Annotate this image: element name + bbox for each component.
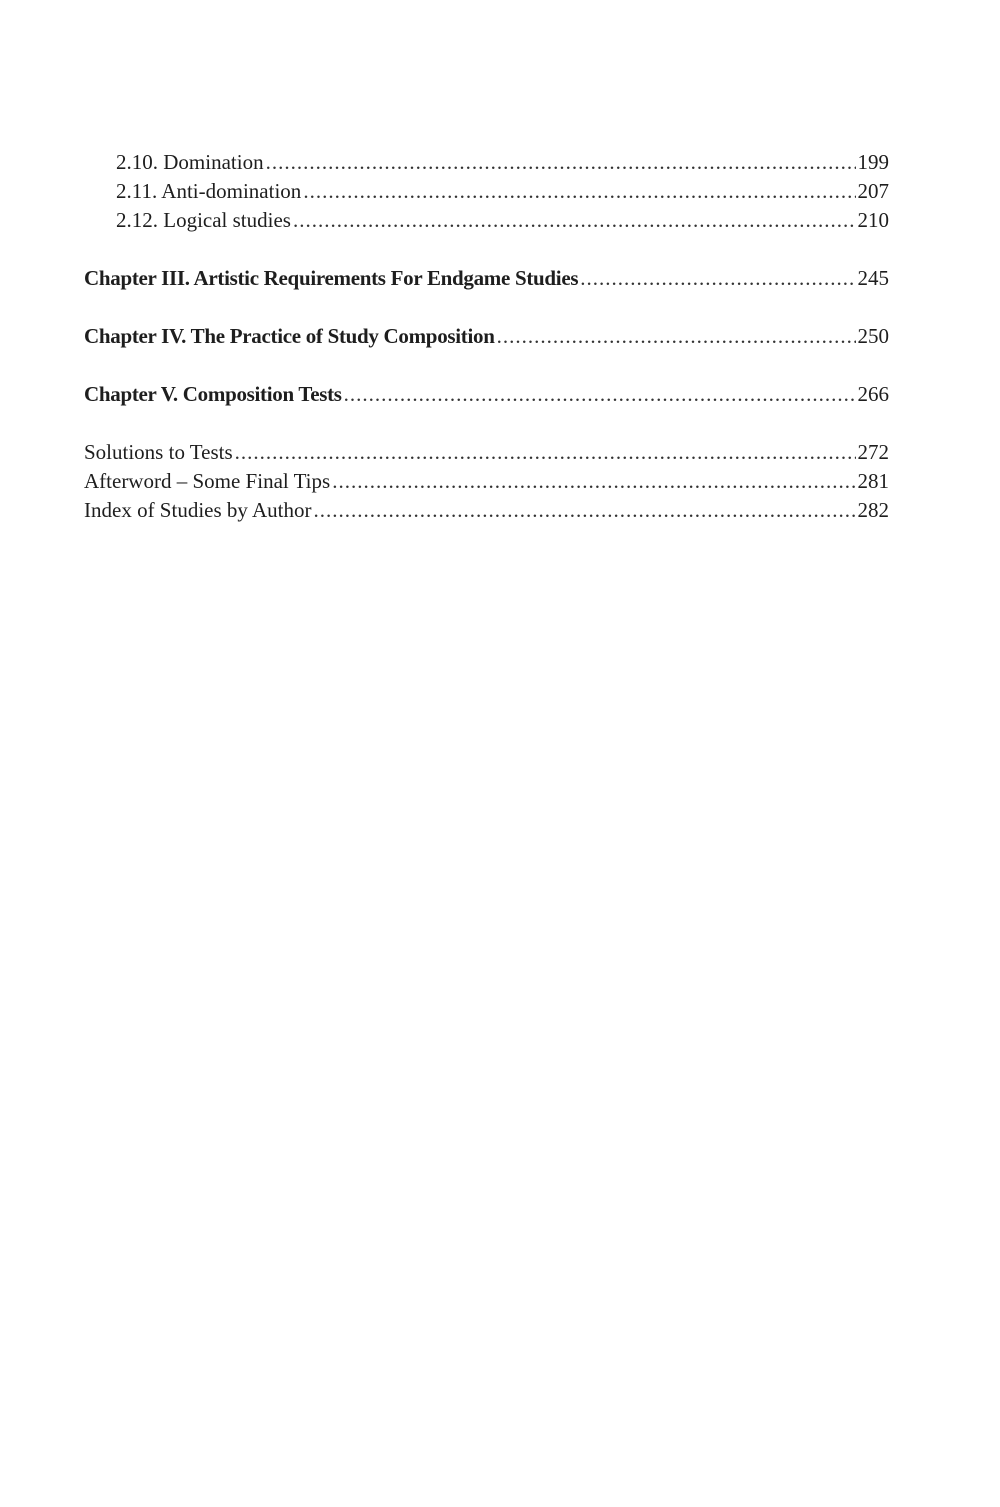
dot-leader <box>235 438 856 467</box>
spacer <box>84 235 889 264</box>
toc-entry-page: 282 <box>857 498 889 522</box>
dot-leader <box>344 380 856 409</box>
dot-leader <box>266 148 856 177</box>
dot-leader <box>303 177 855 206</box>
dot-leader <box>580 264 855 293</box>
toc-entry-page: 210 <box>857 208 889 232</box>
toc-entry-page: 266 <box>857 382 889 406</box>
toc-entry-title: 2.11. Anti-domination <box>116 179 302 203</box>
toc-entry-title: Index of Studies by Author <box>84 498 312 522</box>
toc-entry-chapter-3[interactable] <box>84 264 889 293</box>
table-of-contents <box>84 148 889 525</box>
dot-leader <box>497 322 856 351</box>
spacer <box>84 293 889 322</box>
spacer <box>84 409 889 438</box>
toc-entry-solutions[interactable] <box>84 438 889 467</box>
toc-entry-title: Chapter V. Composition Tests <box>84 382 342 406</box>
toc-entry-logical-studies[interactable] <box>84 206 889 235</box>
dot-leader <box>293 206 856 235</box>
toc-entry-page: 281 <box>857 469 889 493</box>
dot-leader <box>313 496 855 525</box>
toc-entry-page: 199 <box>857 150 889 174</box>
toc-entry-afterword[interactable] <box>84 467 889 496</box>
dot-leader <box>332 467 855 496</box>
toc-entry-page: 272 <box>857 440 889 464</box>
toc-entry-page: 250 <box>857 324 889 348</box>
toc-entry-index[interactable] <box>84 496 889 525</box>
spacer <box>84 351 889 380</box>
toc-entry-title: 2.12. Logical studies <box>116 208 291 232</box>
toc-entry-page: 207 <box>857 179 889 203</box>
toc-entry-title: 2.10. Domination <box>116 150 264 174</box>
toc-entry-anti-domination[interactable] <box>84 177 889 206</box>
toc-entry-chapter-4[interactable] <box>84 322 889 351</box>
toc-entry-chapter-5[interactable] <box>84 380 889 409</box>
toc-entry-title: Solutions to Tests <box>84 440 233 464</box>
toc-entry-title: Afterword – Some Final Tips <box>84 469 331 493</box>
toc-entry-domination[interactable] <box>84 148 889 177</box>
toc-entry-title: Chapter III. Artistic Requirements For Endgame Studies <box>84 266 579 290</box>
toc-entry-title: Chapter IV. The Practice of Study Composition <box>84 324 495 348</box>
toc-entry-page: 245 <box>857 266 889 290</box>
